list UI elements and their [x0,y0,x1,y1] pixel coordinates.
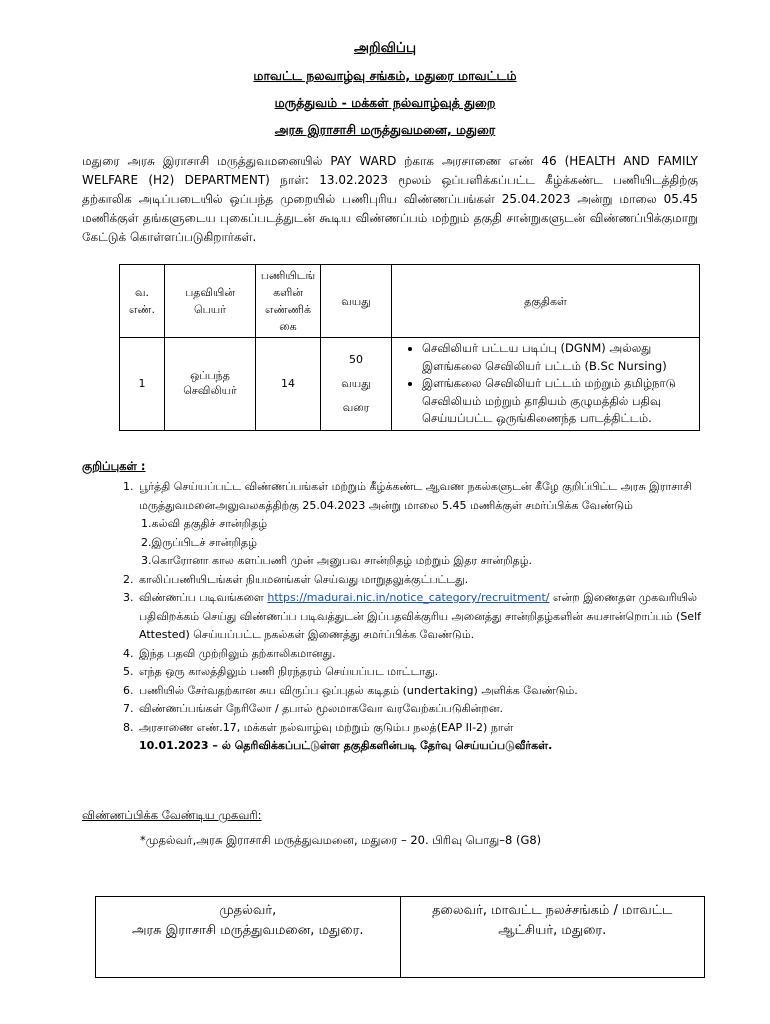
qualification-item: • செவிலியர் பட்டய படிப்பு (DGNM) அல்லது இளங்கலை செவிலியர் பட்டம் (B.Sc Nursing) [422,340,693,375]
address-text: *முதல்வர்,அரசு இராசாசி மருத்துவமனை, மதுரை – 20. பிரிவு பொது–8 (G8) [140,833,542,847]
row-vacancies: 14 [256,338,321,431]
row-post: ஒப்பந்த செவிலியர் [165,338,256,431]
note-1-sub-1: 1.கல்வி தகுதிச் சான்றிதழ் [141,517,268,530]
row-age [321,338,392,431]
note-item [137,589,749,645]
note-item: 4. இந்த பதவி முற்றிலும் தற்காலிகமானது. [137,645,749,664]
note-8-line-2: 10.01.2023 – ல் தெரிவிக்கப்பட்டுள்ள தகுதிகளின்படி தேர்வு செய்யப்படுவீர்கள். [139,739,553,752]
table-row [120,338,700,431]
notes-title: குறிப்புகள் : [82,459,146,473]
note-item [137,478,749,571]
age-unit: வயது [341,376,371,390]
society-heading: மாவட்ட நலவாழ்வு சங்கம், மதுரை மாவட்டம் [253,68,517,83]
note-item [137,719,749,756]
note-1-sub-3: 3.கொரோனா கால களப்பணி முன் அனுபவ சான்றிதழ் மற்றும் இதர சான்றிதழ். [141,554,533,567]
collector-title: தலைவர், மாவட்ட நலச்சங்கம் / மாவட்ட [432,903,673,918]
department-heading: மருத்துவம் - மக்கள் நல்வாழ்வுத் துறை [274,95,496,110]
note-item: 6. பணியில் சேர்வதற்கான சுய விருப்ப ஒப்புதல் கடிதம் (undertaking) அளிக்க வேண்டும். [137,682,749,701]
collector-office: ஆட்சியர், மதுரை. [498,923,607,938]
header-post: பதவியின் பெயர் [165,265,256,338]
note-3-post: என்ற இணைதள முகவரியில் பதிவிறக்கம் செய்து விண்ணப்ப படிவத்துடன் இப்பதவிக்குரிய அனைத்து சான்றிதழ்களின் சுயசான்றொப்பம் (Self Attested) செய்யப்பட்ட நகல்கள் இணைத்து சமர்ப்பிக்க வேண்டும். [139,591,701,641]
table-header-row [120,265,700,338]
note-item: 7. விண்ணப்பங்கள் நேரிலோ / தபால் மூலமாகவோ வரவேற்கப்படுகின்றன. [137,700,749,719]
qualification-item: • இளங்கலை செவிலியர் பட்டம் மற்றும் தமிழ்நாடு செவிலியம் மற்றும் தாதியம் குழுமத்தில் பதிவு செய்யப்பட்ட ஒருங்கிணைந்த பாடத்திட்டம். [422,375,693,428]
row-qualifications [392,338,700,431]
signature-table [95,896,705,978]
signature-collector [400,897,705,978]
notice-title: அறிவிப்பு [353,40,417,56]
signature-principal [96,897,401,978]
note-1-text: பூர்த்தி செய்யப்பட்ட விண்ணப்பங்கள் மற்றும் கீழ்க்கண்ட ஆவண நகல்களுடன் கீழே குறிப்பிட்ட அரசு இராசாசி மருத்துவமனைஅலுவலகத்திற்கு 25.04.2023 அன்று மாலை 5.45 மணிக்குள் சமர்ப்பிக்க வேண்டும் [139,480,692,512]
age-value: 50 [349,352,363,366]
note-8-line-1: 8. அரசாணை எண்.17, மக்கள் நல்வாழ்வு மற்றும் குடும்ப நலத்(EAP II-2) நாள் [139,720,514,734]
hospital-heading: அரசு இராசாசி மருத்துவமனை, மதுரை [274,122,496,137]
note-item: 2. காலிப்பணியிடங்கள் நியமனங்கள் செய்வது மாறுதலுக்குட்பட்டது. [137,571,749,590]
header-vacancies: பணியிடங் களின் எண்ணிக் கை [256,265,321,338]
principal-title: முதல்வர், [219,903,277,918]
intro-paragraph: மதுரை அரசு இராசாசி மருத்துவமனையில் PAY WARD ற்காக அரசாணை எண் 46 (HEALTH AND FAMILY WELFARE (H2) DEPARTMENT) நாள்: 13.02.2023 மூலம் ஒப்பளிக்கப்பட்ட கீழ்க்கண்ட பணியிடத்திற்கு தற்காலிக அடிப்படையில் ஒப்பந்த முறையில் பணிபுரிய விண்ணப்பங்கள் 25.04.2023 அன்று மாலை 05.45 மணிக்குள் தங்களுடைய புகைப்படத்துடன் கூடிய விண்ணப்பம் மற்றும் தகுதி சான்றுகளுடன் விண்ணப்பிக்குமாறு கேட்டுக் கொள்ளப்படுகிறார்கள். [82,154,698,244]
vacancy-table [119,264,700,431]
note-1-sub-2: 2.இருப்பிடச் சான்றிதழ் [141,535,257,549]
header-age: வயது [321,265,392,338]
note-item: 5. எந்த ஒரு காலத்திலும் பணி நிரந்தரம் செய்யப்பட மாட்டாது. [137,663,749,682]
age-limit: வரை [342,400,370,414]
header-qualifications: தகுதிகள் [392,265,700,338]
notes-list [95,478,749,756]
address-title: விண்ணப்பிக்க வேண்டிய முகவரி: [82,808,262,822]
principal-office: அரசு இராசாசி மருத்துவமனை, மதுரை. [132,923,364,938]
note-3-pre: விண்ணப்ப படிவங்களை [139,591,264,604]
header-sno: வ. எண். [120,265,165,338]
recruitment-link[interactable]: https://madurai.nic.in/notice_category/recruitment/ [267,591,550,604]
row-sno: 1 [120,338,165,431]
